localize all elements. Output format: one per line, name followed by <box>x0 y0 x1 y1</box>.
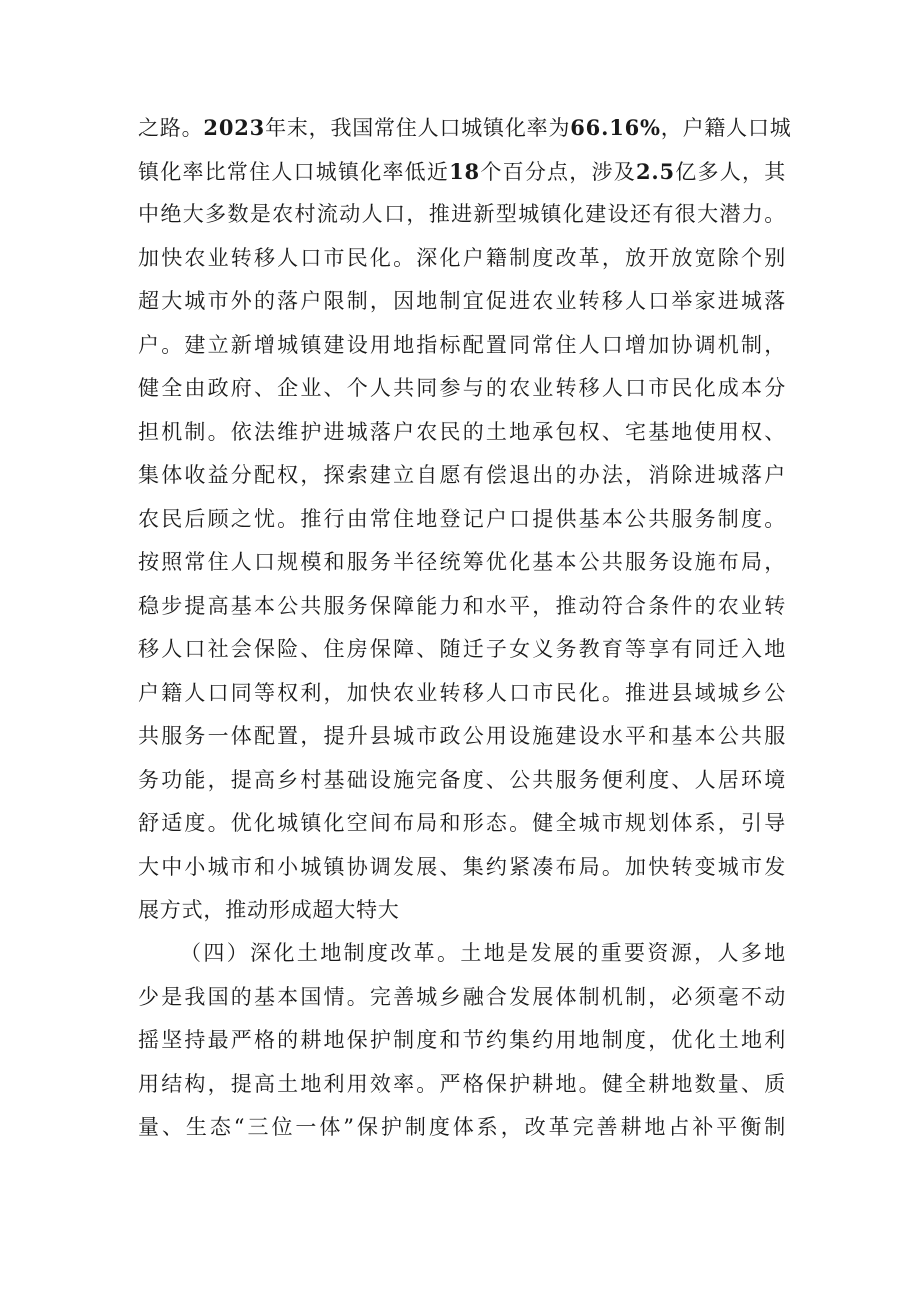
paragraph-urbanization <box>138 106 792 933</box>
text-line: 移人口社会保险、住房保障、随迁子女义务教育等享有同迁入地 <box>138 637 786 661</box>
text-line: 摇坚持最严格的耕地保护制度和节约集约用地制度，优化土地利 <box>138 1028 786 1052</box>
text-line: 展方式，推动形成超大特大 <box>138 898 400 922</box>
text-line: 务功能，提高乡村基础设施完备度、公共服务便利度、人居环境 <box>138 767 786 792</box>
text-line: 健全由政府、企业、个人共同参与的农业转移人口市民化成本分 <box>138 376 786 400</box>
text-line: 集体收益分配权，探索建立自愿有偿退出的办法，消除进城落户 <box>138 463 786 487</box>
text-line: 之路。2023年末，我国常住人口城镇化率为66.16%，户籍人口城 <box>138 115 792 140</box>
paragraph-land-reform <box>138 932 786 1150</box>
text-line: 量、生态“三位一体”保护制度体系，改革完善耕地占补平衡制 <box>138 1115 786 1139</box>
text-line: 加快农业转移人口市民化。深化户籍制度改革，放开放宽除个别 <box>138 245 786 270</box>
text-line: 户籍人口同等权利，加快农业转移人口市民化。推进县域城乡公 <box>138 680 786 705</box>
text-line: 稳步提高基本公共服务保障能力和水平，推动符合条件的农业转 <box>138 593 786 618</box>
text-line: 舒适度。优化城镇化空间布局和形态。健全城市规划体系，引导 <box>138 811 786 835</box>
text-line: 担机制。依法维护进城落户农民的土地承包权、宅基地使用权、 <box>138 419 786 444</box>
text-line: 按照常住人口规模和服务半径统筹优化基本公共服务设施布局， <box>138 550 786 574</box>
text-line: 大中小城市和小城镇协调发展、集约紧凑布局。加快转变城市发 <box>138 854 786 879</box>
text-line: 少是我国的基本国情。完善城乡融合发展体制机制，必须毫不动 <box>138 984 786 1009</box>
text-line: 户。建立新增城镇建设用地指标配置同常住人口增加协调机制， <box>138 332 786 357</box>
text-line: 中绝大多数是农村流动人口，推进新型城镇化建设还有很大潜力。 <box>138 202 786 226</box>
text-line: 农民后顾之忧。推行由常住地登记户口提供基本公共服务制度。 <box>138 506 786 531</box>
text-line: 镇化率比常住人口城镇化率低近18个百分点，涉及2.5亿多人，其 <box>138 158 786 184</box>
text-line: 超大城市外的落户限制，因地制宜促进农业转移人口举家进城落 <box>138 289 786 313</box>
text-line: 共服务一体配置，提升县城市政公用设施建设水平和基本公共服 <box>138 724 786 748</box>
text-line: 用结构，提高土地利用效率。严格保护耕地。健全耕地数量、质 <box>138 1071 786 1096</box>
section-heading-line: （四）深化土地制度改革。土地是发展的重要资源，人多地 <box>180 941 786 965</box>
